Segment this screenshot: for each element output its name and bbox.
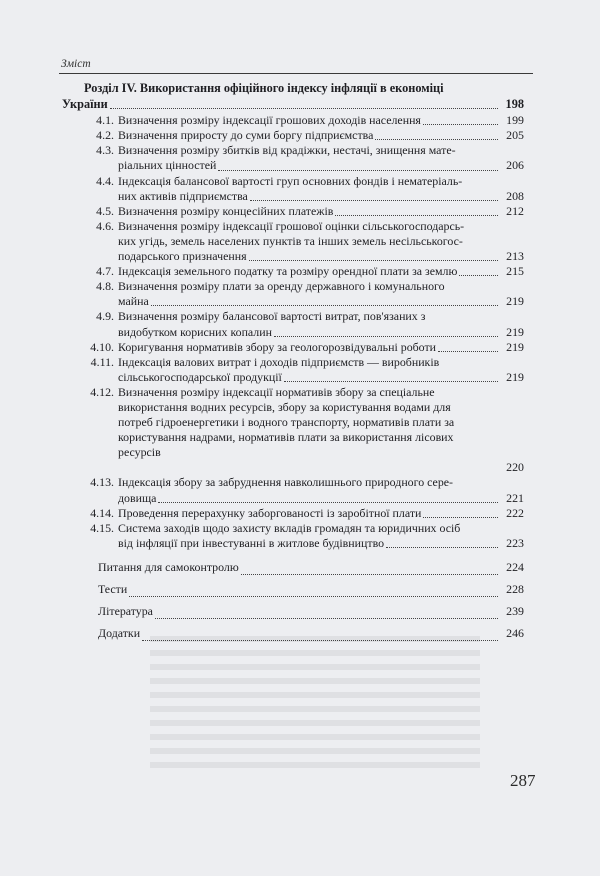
- entry-line: [118, 340, 524, 355]
- entry-number: 4.10.: [90, 339, 114, 354]
- leader-dots: [423, 507, 498, 518]
- leader-dots: [250, 190, 498, 201]
- misc-label: Питання для самоконтролю: [98, 559, 239, 574]
- entry-page: 208: [506, 188, 524, 203]
- entry-text: майна: [118, 294, 149, 309]
- entry-page: 219: [506, 294, 524, 309]
- entry-line: [118, 279, 524, 294]
- entry-line: [118, 204, 524, 219]
- entry-text: сільськогосподарської продукції: [118, 369, 282, 384]
- entry-line: [118, 174, 524, 189]
- entry-number: 4.12.: [90, 384, 114, 399]
- entry-text: Визначення розміру індексації грошової оцінки сільськогосподарсь-: [118, 218, 465, 233]
- leader-dots: [274, 326, 498, 337]
- entry-body: [118, 475, 524, 505]
- entry-body: [118, 355, 524, 385]
- entry-number: 4.11.: [90, 354, 114, 369]
- entry-body: [118, 113, 524, 128]
- toc-entry: [62, 521, 524, 551]
- entry-page: 205: [506, 128, 524, 143]
- misc-page: 224: [506, 559, 524, 574]
- entry-line: [118, 128, 524, 143]
- entry-text: Індексація балансової вартості груп основних фондів і нематеріаль-: [118, 173, 463, 188]
- entry-page: 219: [506, 339, 524, 354]
- entry-line: [118, 445, 524, 460]
- entry-page: 219: [506, 324, 524, 339]
- entry-text: Індексація валових витрат і доходів підприємств — виробників: [118, 354, 440, 369]
- entry-number: 4.13.: [90, 475, 114, 490]
- entry-line: [118, 506, 524, 521]
- leader-dots: [151, 295, 498, 306]
- entry-number: 4.15.: [90, 520, 114, 535]
- toc-entry: [62, 219, 524, 264]
- entry-text: Система заходів щодо захисту вкладів громадян та юридичних осіб: [118, 520, 461, 535]
- entry-text: потреб гідроенергетики і водного транспорту, нормативів плати за: [118, 415, 455, 430]
- toc-entry: [62, 128, 524, 143]
- entry-text: Визначення приросту до суми боргу підприємства: [118, 128, 374, 143]
- entry-line: [118, 460, 524, 475]
- entry-text: Індексація земельного податку та розміру орендної плати за землю: [118, 264, 458, 279]
- entry-body: [118, 309, 524, 339]
- toc-entry: [62, 174, 524, 204]
- toc-entry: [62, 264, 524, 279]
- entry-number: 4.8.: [96, 279, 114, 294]
- entry-page: 215: [506, 264, 524, 279]
- entry-line: [118, 264, 524, 279]
- entry-text: користування надрами, нормативів плати за використання лісових: [118, 430, 454, 445]
- entry-line: [118, 219, 524, 234]
- entry-line: [118, 355, 524, 370]
- entry-line: [118, 249, 524, 264]
- entry-line: [118, 430, 524, 445]
- entry-text: Визначення розміру плати за оренду державного і комунального: [118, 279, 445, 294]
- entry-body: [118, 264, 524, 279]
- section-page: 198: [505, 96, 524, 111]
- entry-text: них активів підприємства: [118, 188, 248, 203]
- entry-number: 4.9.: [96, 309, 114, 324]
- entry-text: Визначення розміру концесійних платежів: [118, 203, 334, 218]
- entry-page: 212: [506, 203, 524, 218]
- entry-page: 220: [506, 460, 524, 475]
- entry-text: подарського призначення: [118, 249, 247, 264]
- entry-line: [118, 370, 524, 385]
- entry-page: 206: [506, 158, 524, 173]
- toc-entry: [62, 204, 524, 219]
- leader-dots: [129, 586, 498, 597]
- entry-number: 4.6.: [96, 218, 114, 233]
- toc-entry: [62, 143, 524, 173]
- entry-text: Проведення перерахунку заборгованості із заробітної плати: [118, 505, 422, 520]
- misc-page: 239: [506, 603, 524, 618]
- misc-entry: [98, 560, 524, 578]
- entry-number: 4.2.: [96, 128, 114, 143]
- entry-line: [118, 475, 524, 490]
- entry-page: 223: [506, 535, 524, 550]
- entry-line: [118, 521, 524, 536]
- entry-text: Визначення розміру балансової вартості витрат, пов'язаних з: [118, 309, 426, 324]
- leader-dots: [375, 129, 498, 140]
- running-head: Зміст: [61, 58, 91, 70]
- leader-dots: [438, 341, 498, 352]
- table-of-contents: [62, 81, 524, 644]
- section-title-line1: Розділ IV. Використання офіційного індексу інфляції в економіці: [84, 81, 444, 95]
- entry-body: [118, 506, 524, 521]
- entry-text: Індексація збору за забруднення навколишнього природного сере-: [118, 475, 454, 490]
- entry-number: 4.5.: [96, 203, 114, 218]
- toc-entry: [62, 355, 524, 385]
- leader-dots: [110, 98, 498, 109]
- misc-page: 228: [506, 581, 524, 596]
- misc-entry: [98, 604, 524, 622]
- entry-text: ресурсів: [118, 445, 161, 460]
- entry-text: Визначення розміру збитків від крадіжки, нестачі, знищення мате-: [118, 143, 456, 158]
- entry-body: [118, 174, 524, 204]
- toc-entry: [62, 340, 524, 355]
- entry-body: [118, 219, 524, 264]
- entry-page: 213: [506, 249, 524, 264]
- entry-body: [118, 143, 524, 173]
- entry-line: [118, 189, 524, 204]
- misc-label: Тести: [98, 581, 128, 596]
- misc-entry: [98, 582, 524, 600]
- misc-page: 246: [506, 625, 524, 640]
- entry-number: 4.1.: [96, 113, 114, 128]
- toc-misc: [98, 560, 524, 644]
- entry-number: 4.7.: [96, 264, 114, 279]
- entry-page: 199: [506, 113, 524, 128]
- entry-body: [118, 521, 524, 551]
- section-heading: [62, 81, 524, 112]
- entry-body: [118, 128, 524, 143]
- section-title-line2: України: [62, 96, 108, 111]
- leader-dots: [423, 114, 498, 125]
- toc-entry: [62, 475, 524, 505]
- entry-line: [118, 234, 524, 249]
- entry-line: [118, 325, 524, 340]
- toc-entry: [62, 506, 524, 521]
- entry-number: 4.14.: [90, 505, 114, 520]
- entry-line: [118, 536, 524, 551]
- leader-dots: [158, 492, 498, 503]
- leader-dots: [335, 205, 498, 216]
- entry-body: [118, 385, 524, 476]
- toc-entry: [62, 309, 524, 339]
- entry-line: [118, 415, 524, 430]
- misc-label: Додатки: [98, 625, 141, 640]
- leader-dots: [218, 160, 498, 171]
- entry-text: ких угідь, земель населених пунктів та інших земель несільськогос-: [118, 233, 463, 248]
- entry-line: [118, 309, 524, 324]
- leader-dots: [284, 371, 498, 382]
- entry-line: [118, 294, 524, 309]
- entry-text: довища: [118, 490, 157, 505]
- entry-line: [118, 385, 524, 400]
- page-number: 287: [510, 771, 536, 790]
- toc-entries: [62, 113, 524, 551]
- toc-entry: [62, 279, 524, 309]
- header-rule: [59, 73, 533, 74]
- leader-dots: [459, 265, 498, 276]
- entry-page: 222: [506, 505, 524, 520]
- toc-entry: [62, 113, 524, 128]
- leader-dots: [386, 537, 498, 548]
- entry-line: [118, 400, 524, 415]
- entry-line: [118, 491, 524, 506]
- entry-number: 4.4.: [96, 173, 114, 188]
- misc-label: Література: [98, 603, 153, 618]
- entry-text: Визначення розміру індексації нормативів збору за спеціальне: [118, 384, 435, 399]
- toc-entry: [62, 385, 524, 476]
- entry-text: використання водних ресурсів, збору за користування водами для: [118, 399, 451, 414]
- entry-line: [118, 143, 524, 158]
- leader-dots: [241, 564, 498, 575]
- entry-body: [118, 279, 524, 309]
- entry-line: [118, 158, 524, 173]
- entry-body: [118, 340, 524, 355]
- entry-text: Визначення розміру індексації грошових доходів населення: [118, 113, 421, 128]
- entry-page: 221: [506, 490, 524, 505]
- entry-body: [118, 204, 524, 219]
- entry-text: ріальних цінностей: [118, 158, 217, 173]
- entry-text: видобутком корисних копалин: [118, 324, 272, 339]
- entry-page: 219: [506, 369, 524, 384]
- leader-dots: [155, 608, 498, 619]
- entry-number: 4.3.: [96, 143, 114, 158]
- entry-text: від інфляції при інвестуванні в житлове будівництво: [118, 535, 385, 550]
- entry-text: Коригування нормативів збору за геологорозвідувальні роботи: [118, 339, 437, 354]
- show-through-text: [150, 636, 480, 776]
- entry-line: [118, 113, 524, 128]
- leader-dots: [249, 250, 498, 261]
